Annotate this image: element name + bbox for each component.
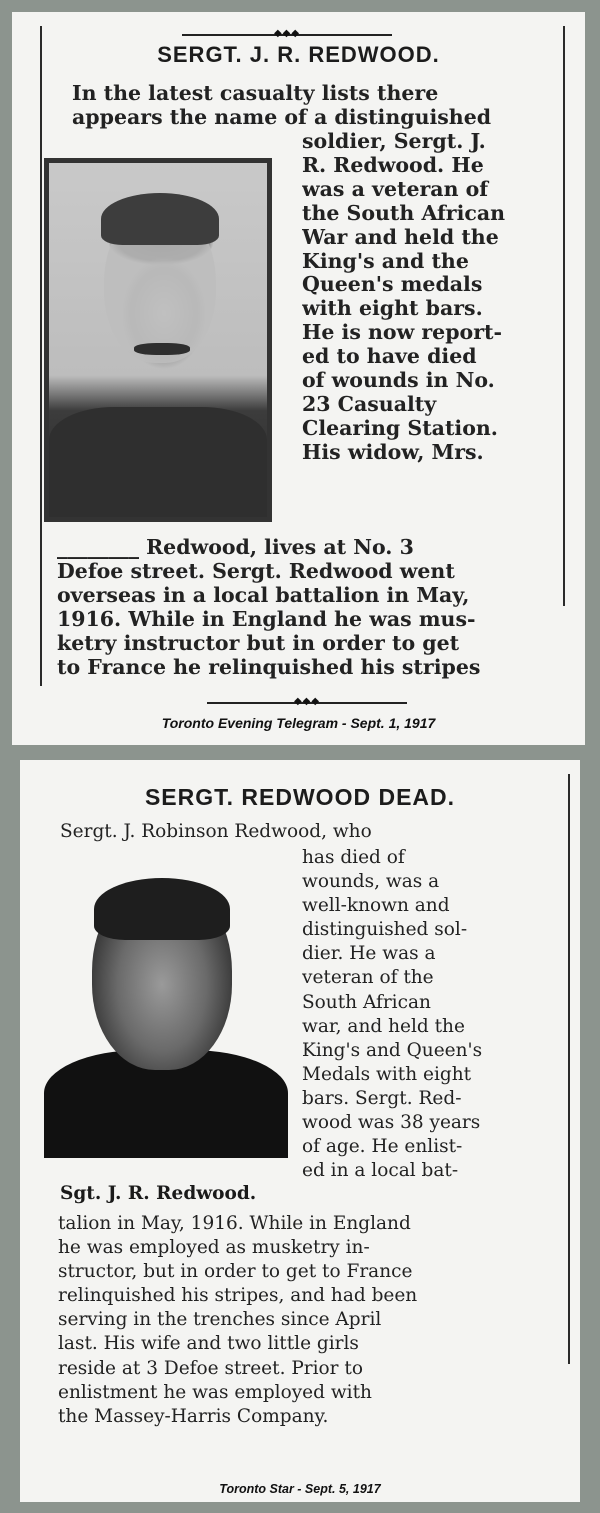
column-rule-right <box>568 774 570 1364</box>
text-line: overseas in a local battalion in May, <box>57 582 470 607</box>
text-line: wood was 38 years <box>302 1112 481 1134</box>
text-line: relinquished his stripes, and had been <box>58 1285 418 1307</box>
text-line: enlistment he was employed with <box>58 1381 372 1403</box>
text-line: he was employed as musketry in- <box>58 1237 370 1259</box>
text-line: ed to have died <box>302 344 477 369</box>
article-side-column <box>302 846 560 1183</box>
text-line: King's and Queen's <box>302 1039 483 1061</box>
text-line: Defoe street. Sergt. Redwood went <box>57 558 455 583</box>
article-bottom <box>58 1212 560 1429</box>
text-line: structor, but in order to get to France <box>58 1261 413 1283</box>
text-line: His widow, Mrs. <box>302 439 484 464</box>
text-line: of age. He enlist- <box>302 1136 463 1158</box>
text-line: last. His wife and two little girls <box>58 1333 359 1355</box>
article-lead <box>72 82 562 130</box>
text-line: the Massey-Harris Company. <box>58 1405 329 1427</box>
text-line: War and held the <box>302 224 499 249</box>
text-line: reside at 3 Defoe street. Prior to <box>58 1357 363 1379</box>
column-rule-left <box>40 26 42 686</box>
text-line: well-known and <box>302 895 450 917</box>
text-line: to France he relinquished his stripes <box>57 654 481 679</box>
text-line: Medals with eight <box>302 1063 472 1085</box>
headline: SERGT. J. R. REDWOOD. <box>157 42 440 67</box>
star-clipping <box>20 760 580 1502</box>
text-line: 23 Casualty <box>302 391 437 416</box>
text-line: appears the name of a distinguished <box>72 104 492 129</box>
text-line: veteran of the <box>302 967 434 989</box>
text-line: bars. Sergt. Red- <box>302 1087 462 1109</box>
text-line: dier. He was a <box>302 943 436 965</box>
text-line: Queen's medals <box>302 272 483 297</box>
text-line: Clearing Station. <box>302 415 498 440</box>
headline: SERGT. REDWOOD DEAD. <box>144 784 456 810</box>
article-bottom <box>57 536 565 679</box>
text-line: South African <box>302 991 431 1013</box>
source-caption: Toronto Evening Telegram - Sept. 1, 1917 <box>161 715 436 731</box>
text-line: distinguished sol- <box>302 919 468 941</box>
text-line: the South African <box>302 200 506 225</box>
bottom-ornament: ◆◆◆ <box>207 702 407 704</box>
text-line: talion in May, 1916. While in England <box>58 1213 411 1234</box>
text-line: 1916. While in England he was mus- <box>57 606 476 631</box>
text-line: serving in the trenches since April <box>58 1309 382 1331</box>
telegram-clipping <box>12 12 585 745</box>
text-line: ________ Redwood, lives at No. 3 <box>57 536 414 559</box>
text-line: war, and held the <box>302 1015 465 1037</box>
source-caption: Toronto Star - Sept. 5, 1917 <box>219 1482 381 1496</box>
text-line: Sergt. J. Robinson Redwood, who <box>60 821 372 842</box>
text-line: King's and the <box>302 248 469 273</box>
portrait-photo <box>44 158 272 522</box>
photo-caption: Sgt. J. R. Redwood. <box>60 1183 257 1204</box>
text-line: wounds, was a <box>302 871 440 893</box>
portrait-photo <box>40 870 292 1170</box>
top-ornament: ◆◆◆ <box>182 34 392 36</box>
text-line: In the latest casualty lists there <box>72 82 439 105</box>
text-line: He is now report- <box>302 320 503 345</box>
text-line: R. Redwood. He <box>302 152 484 177</box>
text-line: with eight bars. <box>302 296 483 321</box>
text-line: ed in a local bat- <box>302 1160 459 1182</box>
text-line: of wounds in No. <box>302 368 495 393</box>
article-lead <box>60 820 560 844</box>
article-side-column <box>302 130 564 465</box>
text-line: was a veteran of <box>302 176 489 201</box>
text-line: ketry instructor but in order to get <box>57 630 460 655</box>
text-line: soldier, Sergt. J. <box>302 130 486 153</box>
text-line: has died of <box>302 847 405 868</box>
